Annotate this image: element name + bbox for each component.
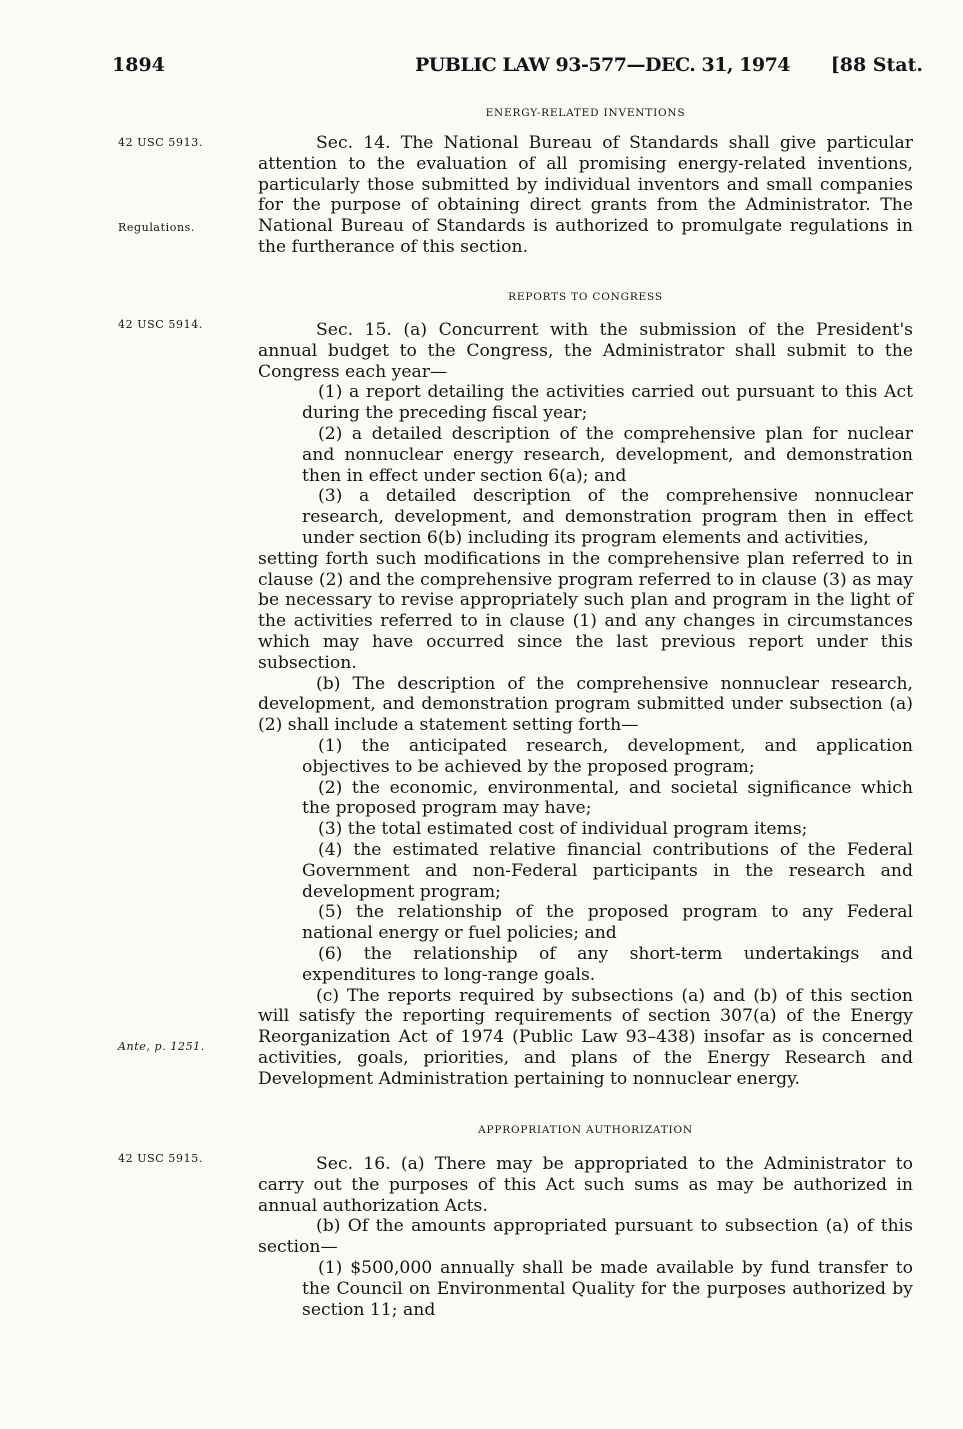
- section-15-a-clause-3: (3) a detailed description of the comprehensive nonnuclear research, development, and demonstration program then in effect under section 6(b) including its program elements and activities,: [302, 486, 913, 548]
- margin-note-usc-5915: 42 USC 5915.: [118, 1152, 203, 1165]
- page-number: 1894: [112, 54, 165, 76]
- margin-note-ante: Ante, p. 1251.: [118, 1040, 205, 1053]
- section-15-a-clause-2: (2) a detailed description of the comprehensive plan for nuclear and nonnuclear energy research, development, and demonstration then in effect under section 6(a); and: [302, 423, 913, 486]
- section-heading-reports-to-congress: REPORTS TO CONGRESS: [508, 291, 663, 303]
- section-15-b-intro: (b) The description of the comprehensive nonnuclear research, development, and demonstration program submitted under subsection (a)(2) shall include a statement setting forth—: [258, 673, 913, 736]
- section-15-b-clause-1: (1) the anticipated research, development, and application objectives to be achieved by the proposed program;: [302, 735, 913, 777]
- section-15-body: [258, 320, 913, 1089]
- section-heading-energy-related-inventions: ENERGY-RELATED INVENTIONS: [485, 107, 686, 119]
- margin-note-usc-5913: 42 USC 5913.: [118, 136, 203, 149]
- section-heading-appropriation-authorization: APPROPRIATION AUTHORIZATION: [478, 1124, 693, 1136]
- section-14-body: [258, 133, 913, 258]
- section-14-text: Sec. 14. The National Bureau of Standards shall give particular attention to the evaluation of all promising energy-related inventions, particularly those submitted by individual inventors and small companies for the purpose of obtaining direct grants from the Administrator. The National Bureau of Standards is authorized to promulgate regulations in the furtherance of this section.: [258, 133, 913, 257]
- section-16-b-intro: (b) Of the amounts appropriated pursuant to subsection (a) of this section—: [258, 1216, 913, 1258]
- section-16-b-clause-1: (1) $500,000 annually shall be made available by fund transfer to the Council on Environmental Quality for the purposes authorized by section 11; and: [302, 1257, 913, 1320]
- section-15-c: (c) The reports required by subsections (a) and (b) of this section will satisfy the reporting requirements of section 307(a) of the Energy Reorganization Act of 1974 (Public Law 93–438) insofar as is concerned activities, goals, priorities, and plans of the Energy Research and Development Administration pertaining to nonnuclear energy.: [258, 985, 913, 1089]
- section-16-body: [258, 1154, 913, 1320]
- section-15-b-clause-2: (2) the economic, environmental, and societal significance which the proposed program may have;: [302, 777, 913, 819]
- margin-note-usc-5914: 42 USC 5914.: [118, 318, 203, 331]
- section-15-b-clause-5: (5) the relationship of the proposed program to any Federal national energy or fuel policies; and: [302, 902, 913, 944]
- section-15-a-intro: Sec. 15. (a) Concurrent with the submission of the President's annual budget to the Congress, the Administrator shall submit to the Congress each year—: [258, 320, 913, 382]
- margin-note-regulations: Regulations.: [118, 221, 195, 234]
- section-15-b-clause-4: (4) the estimated relative financial contributions of the Federal Government and non-Federal participants in the research and development program;: [302, 839, 913, 902]
- section-15-a-clause-1: (1) a report detailing the activities carried out pursuant to this Act during the preceding fiscal year;: [302, 382, 913, 424]
- section-16-a: Sec. 16. (a) There may be appropriated to the Administrator to carry out the purposes of this Act such sums as may be authorized in annual authorization Acts.: [258, 1154, 913, 1216]
- section-15-b-clause-6: (6) the relationship of any short-term undertakings and expenditures to long-range goals.: [302, 943, 913, 985]
- statute-volume: [88 Stat.: [830, 54, 923, 76]
- section-15-b-clause-3: (3) the total estimated cost of individual program items;: [318, 819, 808, 840]
- section-15-a-tail: setting forth such modifications in the comprehensive plan referred to in clause (2) and the comprehensive program referred to in clause (3) as may be necessary to revise appropriately such plan and program in the light of the activities referred to in clause (1) and any changes in circumstances which may have occurred since the last previous report under this subsection.: [258, 548, 913, 673]
- running-title: PUBLIC LAW 93-577—DEC. 31, 1974: [415, 54, 791, 76]
